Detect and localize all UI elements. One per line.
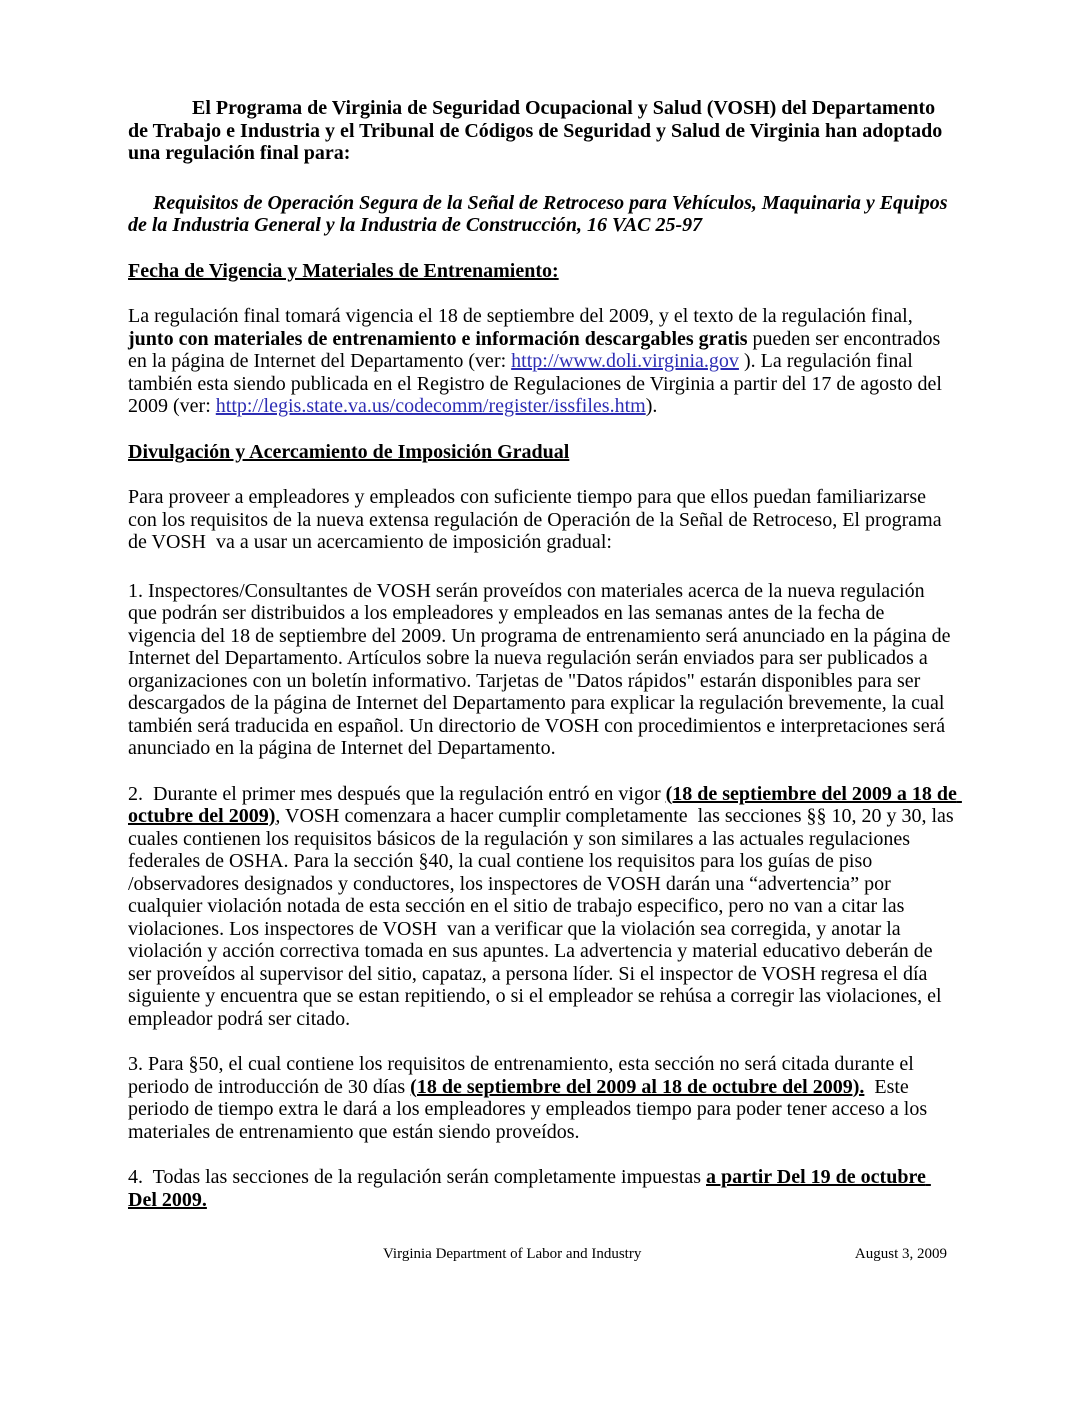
- footer-date: August 3, 2009: [854, 1246, 947, 1262]
- phase-in-intro-paragraph: Para proveer a empleadores y empleados con suficiente tiempo para que ellos puedan familiarizarse con los requisitos de la nueva extensa regulación de Operación de la Señal de Retroceso, El programa de VOSH va a usar un acercamiento de imposición gradual:: [128, 486, 947, 553]
- enforcement-item-3: [128, 1053, 957, 1143]
- enforcement-item-1: 1. Inspectores/Consultantes de VOSH serán proveídos con materiales acerca de la nueva regulación que podrán ser distribuidos a los empleadores y empleados en las semanas antes de la fecha de vigencia del 18 de septiembre del 2009. Un programa de entrenamiento será anunciado en la página de Internet del Departamento. Artículos sobre la nueva regulación serán enviados para ser publicados a organizaciones con un boletín informativo. Tarjetas de "Datos rápidos" estarán disponibles para ser descargados de la página de Internet del Departamento para explicar la regulación brevemente, la cual también será traducida en español. Un directorio de VOSH con procedimientos e interpretaciones será anunciado en la página de Internet del Departamento.: [128, 579, 956, 759]
- item2-text-run-2: , VOSH comenzara a hacer cumplir completamente las secciones §§ 10, 20 y 30, las cuales contienen los requisitos básicos de la regulación y son similares a las actuales regulaciones federales de OSHA. Para la sección §40, la cual contiene los requisitos para los guías de piso /observadores designados y conductores, los inspectores de VOSH darán una “advertencia” por cualquier violación notada de esta sección en el sitio de trabajo especifico, pero no van a citar las violaciones. Los inspectores de VOSH van a verificar que la violación sea corregida, y anotar la violación y acción correctiva tomada en sus apuntes. La advertencia y material educativo deberán de ser proveídos al supervisor del sitio, capataz, a persona líder. Si el inspector de VOSH regresa el día siguiente y encuentra que se estan repitiendo, o si el empleador se rehúsa a corregir las violaciones, el empleador podrá ser citado.: [128, 805, 959, 1030]
- phase-in-heading: Divulgación y Acercamiento de Imposición Gradual: [128, 440, 570, 463]
- effective-bold-materials-run: junto con materiales de entrenamiento e información descargables gratis: [128, 327, 748, 350]
- effective-text-run-1: La regulación final tomará vigencia el 18 de septiembre del 2009, y el texto de la regulación final,: [128, 305, 918, 327]
- effective-text-run-4: ).: [645, 395, 658, 417]
- register-issfiles-link[interactable]: http://legis.state.va.us/codecomm/register/issfiles.htm: [215, 395, 646, 417]
- item4-text-run-1: 4. Todas las secciones de la regulación serán completamente impuestas: [128, 1166, 707, 1188]
- effective-text-run-3: ). La regulación final también esta siendo publicada en el Registro de Regulaciones de Virginia a partir del 17 de agosto del 2009 (ver:: [128, 350, 947, 417]
- item3-text-run-2: Este periodo de tiempo extra le dará a los empleadores y empleados tiempo para poder tener acceso a los materiales de entrenamiento que están siendo proveídos.: [128, 1075, 933, 1143]
- footer-organization: Virginia Department of Labor and Industry: [383, 1246, 642, 1262]
- effective-date-heading: Fecha de Vigencia y Materiales de Entrenamiento:: [128, 259, 559, 282]
- item2-text-run-1: 2. Durante el primer mes después que la regulación entró en vigor: [128, 782, 666, 805]
- item3-date-range: (18 de septiembre del 2009 al 18 de octubre del 2009).: [410, 1075, 865, 1098]
- effective-text-run-2: pueden ser encontrados en la página de Internet del Departamento (ver:: [128, 327, 946, 372]
- effective-date-paragraph: [128, 305, 957, 418]
- item4-effective-date: a partir Del 19 de octubre Del 2009.: [128, 1166, 931, 1211]
- enforcement-item-2: [128, 782, 962, 1031]
- doli-website-link[interactable]: http://www.doli.virginia.gov: [511, 350, 739, 372]
- enforcement-item-4: [128, 1166, 957, 1211]
- regulation-title: Requisitos de Operación Segura de la Señal de Retroceso para Vehículos, Maquinaria y Equipos de la Industria General y la Industria de Construcción, 16 VAC 25-97: [128, 191, 953, 236]
- item2-date-range: (18 de septiembre del 2009 a 18 de octubre del 2009): [128, 782, 962, 827]
- intro-paragraph: El Programa de Virginia de Seguridad Ocupacional y Salud (VOSH) del Departamento de Trabajo e Industria y el Tribunal de Códigos de Seguridad y Salud de Virginia han adoptado una regulación final para:: [128, 97, 948, 164]
- item3-text-run-1: 3. Para §50, el cual contiene los requisitos de entrenamiento, esta sección no será citada durante el periodo de introducción de 30 días: [128, 1053, 919, 1098]
